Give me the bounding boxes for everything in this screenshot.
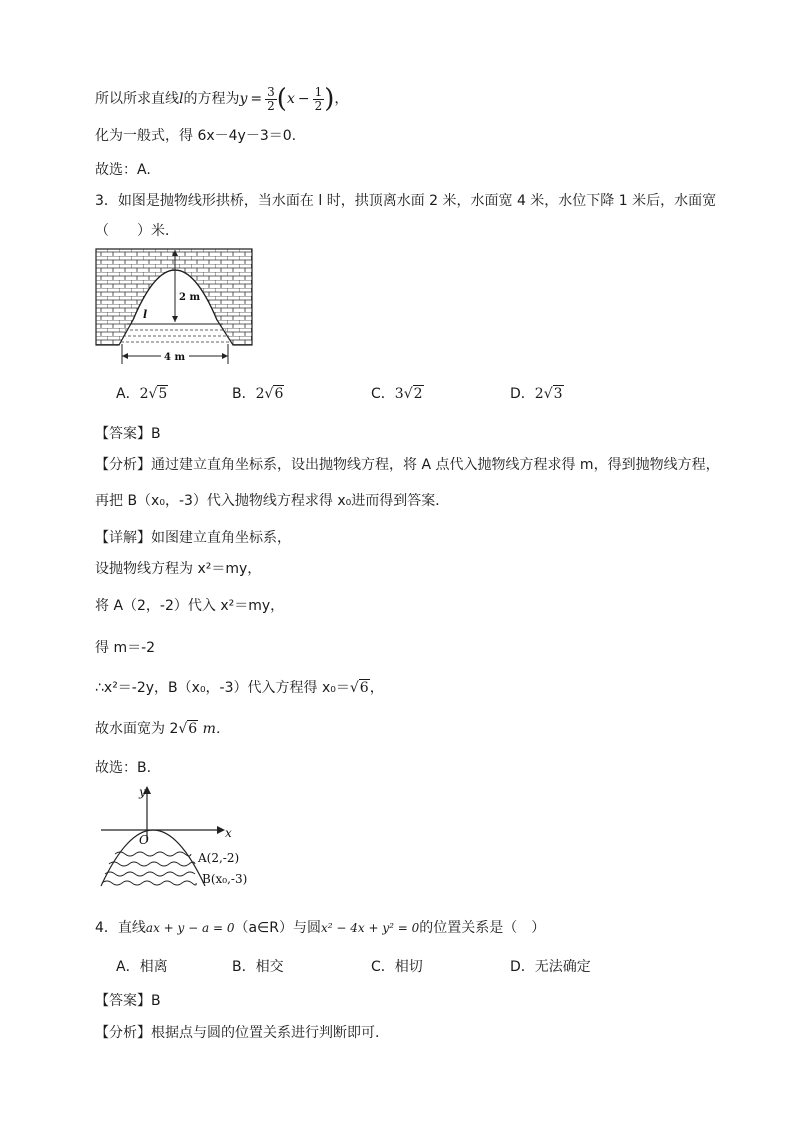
point-b-label: B(x₀,-3) <box>202 872 248 886</box>
q2-general-form: 化为一般式，得 6x－4y－3＝0. <box>95 128 297 144</box>
wave-3 <box>105 872 195 876</box>
parabola-graph <box>95 782 270 890</box>
width-arrow-right-head <box>222 353 228 359</box>
q3-option-c: C．3√2 <box>371 386 423 402</box>
q4-analysis: 【分析】根据点与圆的位置关系进行判断即可. <box>95 1025 380 1041</box>
bridge-masonry <box>96 249 252 345</box>
origin-label: O <box>139 833 149 847</box>
q3-detail-line5: ∴x²＝-2y，B（x₀，-3）代入方程得 x₀＝√6， <box>95 680 384 696</box>
q4-option-a: A．相离 <box>116 959 168 975</box>
q4-stem: 4．直线ax + y − a = 0（a∈R）与圆x² − 4x + y² = 0的位置关系是（ ） <box>95 920 546 936</box>
y-axis-label: y <box>139 785 146 799</box>
q3-stem-line1: 3．如图是抛物线形拱桥，当水面在 l 时，拱顶离水面 2 米，水面宽 4 米，水位下降 1 米后，水面宽 <box>95 193 717 209</box>
q3-detail-line1: 【详解】如图建立直角坐标系， <box>95 530 291 546</box>
q4-option-b: B．相交 <box>232 959 284 975</box>
parabola-curve <box>101 830 205 886</box>
coef-fraction: $\frac{3}{2}$ <box>267 84 275 113</box>
wave-4 <box>102 881 196 885</box>
q2-line-equation: 所以所求直线l的方程为y = $\frac{3}{2}$ (x − $\frac{1}{2}$ )， <box>95 84 349 114</box>
q3-option-d: D．2√3 <box>510 386 563 402</box>
q3-stem-line2: （ ）米． <box>95 223 179 239</box>
point-a-label: A(2,-2) <box>198 851 240 865</box>
wave-2 <box>109 862 195 866</box>
q3-option-b: B．2√6 <box>232 386 284 402</box>
q3-detail-line3: 将 A（2，-2）代入 x²＝my， <box>95 598 285 614</box>
q2-choice: 故选：A. <box>95 162 151 178</box>
q3-analysis-line1: 【分析】通过建立直角坐标系，设出抛物线方程，将 A 点代入抛物线方程求得 m，得到抛物线方程， <box>95 457 720 473</box>
q3-choice: 故选：B. <box>95 760 152 776</box>
q3-detail-line6: 故水面宽为 2√6 m． <box>95 721 230 737</box>
x-axis-label: x <box>225 826 232 840</box>
q4-answer: 【答案】B <box>95 993 161 1009</box>
bridge-figure <box>95 248 255 366</box>
width-arrow-left-head <box>122 353 128 359</box>
q4-option-c: C．相切 <box>371 959 423 975</box>
q3-option-a: A．2√5 <box>116 386 168 402</box>
height-label: 2 m <box>179 292 201 303</box>
half-fraction: $\frac{1}{2}$ <box>314 84 323 113</box>
x-axis-arrow <box>217 826 225 834</box>
q3-answer: 【答案】B <box>95 426 161 442</box>
width-label: 4 m <box>164 352 186 363</box>
q3-analysis-line2: 再把 B（x₀，-3）代入抛物线方程求得 x₀进而得到答案． <box>95 493 450 509</box>
q4-option-d: D．无法确定 <box>510 959 591 975</box>
q3-detail-line4: 得 m＝-2 <box>95 640 156 656</box>
water-label: l <box>143 308 148 321</box>
height-arrow-bottom <box>172 316 178 322</box>
wave-1 <box>115 852 191 856</box>
q3-detail-line2: 设抛物线方程为 x²＝my， <box>95 561 262 577</box>
